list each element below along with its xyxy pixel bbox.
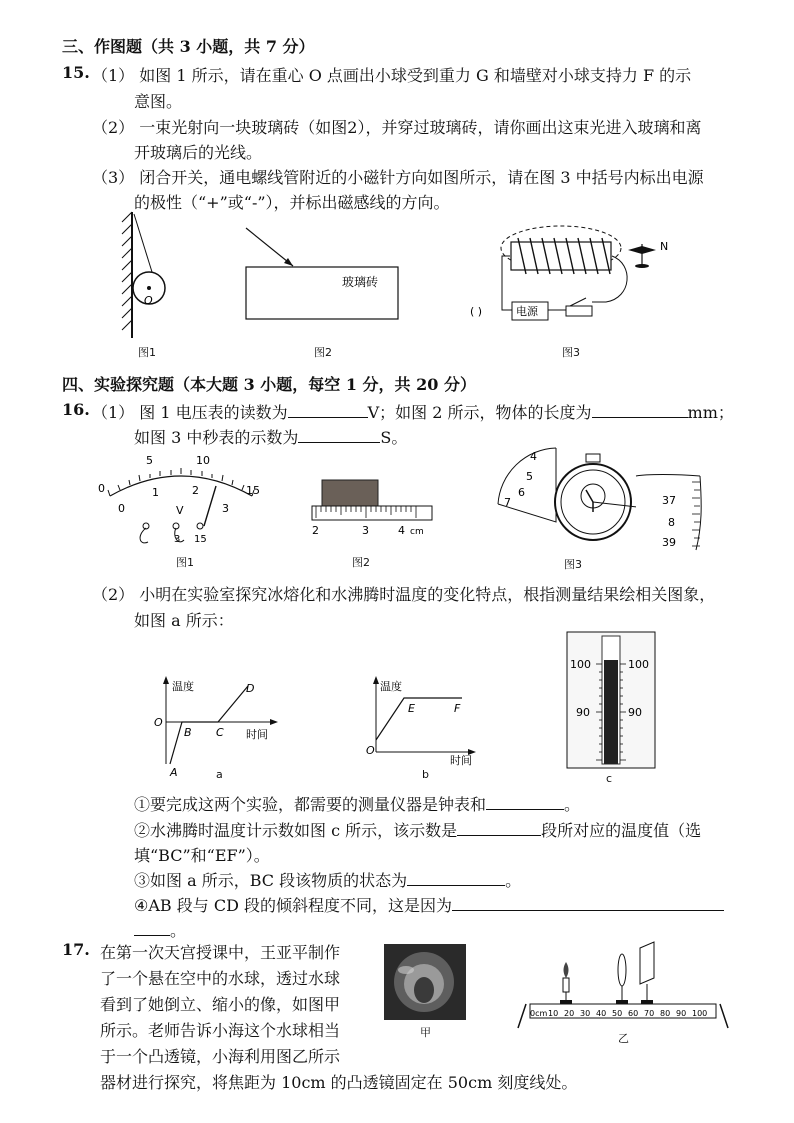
- graph-a-caption: a: [216, 768, 223, 781]
- q16-blank-reason[interactable]: [452, 894, 724, 911]
- fig3-solenoid-circuit: [466, 214, 676, 329]
- q17-line5: 于一个凸透镜，小海利用图乙所示: [100, 1047, 341, 1066]
- bench-tick-10: 10: [548, 1009, 559, 1018]
- voltmeter-unit: V: [176, 504, 184, 517]
- voltmeter-top-tick-5: 5: [146, 454, 153, 467]
- bench-tick-30: 30: [580, 1009, 591, 1018]
- q16-sub3: ③如图 a 所示，BC 段该物质的状态为 。: [134, 871, 522, 890]
- fig3-label-n: N: [660, 240, 669, 253]
- graph-a-point-a: A: [170, 766, 178, 779]
- graph-b: [364, 676, 484, 766]
- q16-sub1: ①要完成这两个实验，都需要的测量仪器是钟表和 。: [134, 795, 581, 814]
- q17-number: 17.: [62, 940, 90, 959]
- voltmeter-terminal-15: 15: [194, 534, 207, 545]
- thermometer-caption: c: [606, 772, 613, 785]
- q16-part2-line1: （2） 小明在实验室探究冰熔化和水沸腾时温度的变化特点，根指测量结果绘相关图象，: [92, 585, 716, 604]
- bench-tick-0: 0cm: [530, 1009, 548, 1018]
- bench-caption: 乙: [618, 1032, 629, 1045]
- photo-caption: 甲: [420, 1026, 431, 1039]
- q15-part2-line1: （2） 一束光射向一块玻璃砖（如图2），并穿过玻璃砖，请你画出这束光进入玻璃和离: [92, 118, 702, 137]
- bench-tick-100: 100: [692, 1009, 708, 1018]
- fig3-caption: 图3: [562, 346, 580, 359]
- q16-blank-segment[interactable]: [457, 819, 541, 836]
- bench-tick-60: 60: [628, 1009, 639, 1018]
- q17-line2: 了一个悬在空中的水球，透过水球: [100, 969, 341, 988]
- q16-part2-line2: 如图 a 所示：: [134, 611, 234, 630]
- graph-b-xlabel: 时间: [450, 754, 472, 766]
- voltmeter-bottom-tick-3: 3: [222, 502, 229, 515]
- stopwatch-figure: [496, 446, 716, 554]
- graph-b-point-f: F: [454, 702, 461, 715]
- stopwatch-left-tick-4: 4: [530, 450, 537, 463]
- bench-tick-70: 70: [644, 1009, 655, 1018]
- q15-part1-line1: （1） 如图 1 所示，请在重心 O 点画出小球受到重力 G 和墙壁对小球支持力 F 的示: [92, 66, 692, 85]
- stopwatch-caption: 图3: [564, 558, 582, 571]
- graph-b-caption: b: [422, 768, 429, 781]
- thermometer-label-100-right: 100: [628, 658, 649, 671]
- bench-tick-80: 80: [660, 1009, 671, 1018]
- q16-blank-state[interactable]: [407, 869, 505, 886]
- stopwatch-left-tick-6: 6: [518, 486, 525, 499]
- graph-a-point-b: B: [184, 726, 192, 739]
- thermometer-label-90-left: 90: [576, 706, 590, 719]
- stopwatch-left-tick-7: 7: [504, 496, 511, 509]
- bench-tick-50: 50: [612, 1009, 623, 1018]
- q15-number: 15.: [62, 63, 90, 82]
- section3-title: 三、作图题（共 3 小题，共 7 分）: [62, 37, 315, 56]
- voltmeter-figure: [96, 450, 266, 550]
- graph-a-origin: O: [154, 716, 163, 729]
- voltmeter-caption: 图1: [176, 556, 194, 569]
- q16-sub2-line1: ②水沸腾时温度计示数如图 c 所示，该示数是 段所对应的温度值（选: [134, 821, 702, 840]
- q15-part3-line1: （3） 闭合开关，通电螺线管附近的小磁针方向如图所示，请在图 3 中括号内标出电源: [92, 168, 704, 187]
- stopwatch-left-tick-5: 5: [526, 470, 533, 483]
- fig1-wall-ball: [118, 210, 188, 340]
- fig2-caption: 图2: [314, 346, 332, 359]
- thermometer-label-100-left: 100: [570, 658, 591, 671]
- fig3-power-label: 电源: [516, 305, 538, 318]
- q16-sub2-line2: 填“BC”和“EF”）。: [134, 846, 270, 865]
- stopwatch-right-tick-8: 8: [668, 516, 675, 529]
- voltmeter-top-tick-0: 0: [98, 482, 105, 495]
- stopwatch-right-tick-39: 39: [662, 536, 676, 549]
- section4-title: 四、实验探究题（本大题 3 小题，每空 1 分，共 20 分）: [62, 375, 476, 394]
- q15-part1-line2: 意图。: [134, 92, 183, 111]
- bench-tick-40: 40: [596, 1009, 607, 1018]
- stopwatch-right-tick-37: 37: [662, 494, 676, 507]
- q17-line4: 所示。老师告诉小海这个水球相当: [100, 1021, 341, 1040]
- graph-a-ylabel: 温度: [172, 680, 194, 693]
- q16-number: 16.: [62, 400, 90, 419]
- thermometer-c: [566, 630, 656, 770]
- graph-a-xlabel: 时间: [246, 728, 268, 741]
- graph-b-point-e: E: [408, 702, 415, 715]
- graph-b-ylabel: 温度: [380, 680, 402, 693]
- fig1-label-o: O: [144, 294, 153, 307]
- graph-a-point-c: C: [216, 726, 224, 739]
- q17-line1: 在第一次天宫授课中，王亚平制作: [100, 943, 341, 962]
- q17-line3: 看到了她倒立、缩小的像，如图甲: [100, 995, 341, 1014]
- fig3-bracket: ( ): [470, 305, 483, 318]
- graph-b-origin: O: [366, 744, 375, 757]
- q15-part2-line2: 开玻璃后的光线。: [134, 143, 263, 162]
- ruler-tick-4: 4: [398, 524, 405, 537]
- bench-tick-90: 90: [676, 1009, 687, 1018]
- q16-part1-line1: （1） 图 1 电压表的读数为 V；如图 2 所示，物体的长度为 mm；: [92, 403, 734, 422]
- q16-part1-line2: 如图 3 中秒表的示数为 S。: [134, 428, 408, 447]
- fig2-label-glass: 玻璃砖: [342, 275, 379, 289]
- voltmeter-bottom-tick-1: 1: [152, 486, 159, 499]
- ruler-unit: cm: [410, 527, 424, 537]
- optical-bench: [516, 940, 730, 1030]
- q15-part3-line2: 的极性（“+”或“-”），并标出磁感线的方向。: [134, 193, 450, 212]
- ruler-tick-2: 2: [312, 524, 319, 537]
- ruler-figure: [308, 474, 438, 544]
- graph-a-point-d: D: [246, 682, 255, 695]
- q17-line6: 器材进行探究，将焦距为 10cm 的凸透镜固定在 50cm 刻度线处。: [100, 1073, 578, 1092]
- q16-blank-stopwatch[interactable]: [298, 426, 380, 443]
- ruler-caption: 图2: [352, 556, 370, 569]
- voltmeter-terminal-3: 3: [174, 534, 181, 545]
- graph-a: [150, 676, 280, 780]
- bench-tick-20: 20: [564, 1009, 575, 1018]
- voltmeter-bottom-tick-0: 0: [118, 502, 125, 515]
- voltmeter-bottom-tick-2: 2: [192, 484, 199, 497]
- q16-sub4-line1: ④AB 段与 CD 段的倾斜程度不同，这是因为: [134, 893, 724, 916]
- voltmeter-top-tick-10: 10: [196, 454, 210, 467]
- q16-blank-length[interactable]: [592, 401, 688, 418]
- ruler-tick-3: 3: [362, 524, 369, 537]
- voltmeter-top-tick-15: 15: [246, 484, 260, 497]
- fig2-glass-block: [238, 220, 408, 325]
- photo-water-ball: [384, 944, 466, 1020]
- q16-sub4-line2: 。: [134, 918, 186, 941]
- fig1-caption: 图1: [138, 346, 156, 359]
- q16-blank-instrument[interactable]: [486, 793, 564, 810]
- q16-blank-voltage[interactable]: [288, 401, 368, 418]
- q16-blank-reason-continued[interactable]: [134, 919, 170, 936]
- thermometer-label-90-right: 90: [628, 706, 642, 719]
